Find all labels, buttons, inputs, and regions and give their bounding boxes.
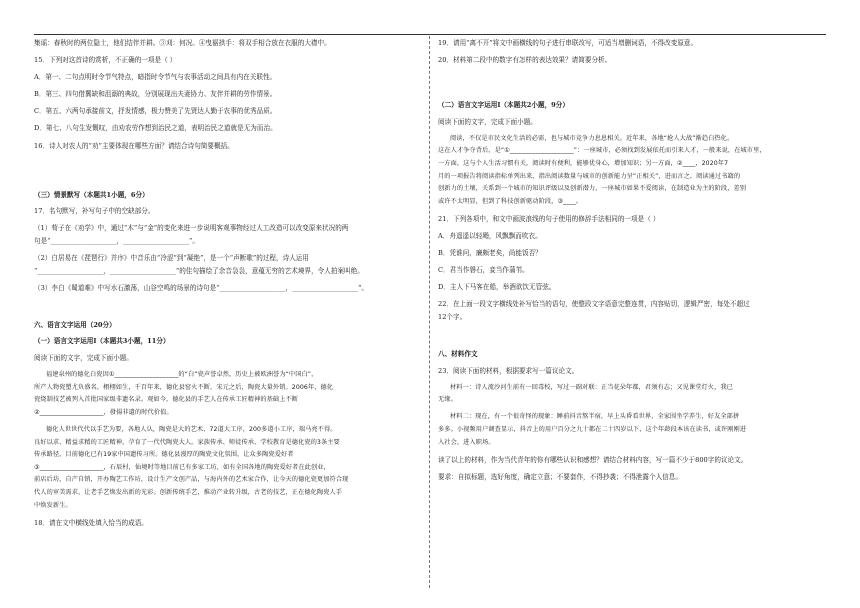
writing-task: 读了以上的材料，作为当代青年的你有哪些认识和感想？请结合材料内容，写一篇不少于800字的议论文。 [438, 455, 748, 464]
question-17-2-blanks: “____________________，____________________”的佳句描绘了余音袅袅，意蕴无穷的艺术境界，令人拍案叫绝。 [34, 266, 364, 275]
question-17-1: （1）荀子在《劝学》中，通过“木”与“金”的变化来进一步说明客观事物经过人工改造可以改变原来状况的两 [34, 224, 349, 233]
question-15: 15．下列对这首诗的赏析，不正确的一项是（ ） [34, 56, 177, 65]
passage-c-line: 或许不太明显，但到了科技创新驱动阶段，③____。 [438, 197, 583, 205]
question-17: 17．名句默写，补写句子中的空缺部分。 [34, 207, 155, 216]
section-heading-8: 八、材料作文 [438, 350, 478, 359]
question-21: 21．下列各项中，和文中画波浪线的句子使用的修辞手法相同的一项是（ ） [438, 214, 660, 223]
material-2: 材料二：现在，有一个很奇怪的现象：睡前抖音熬半宿，早上头昏看世界，全家围坐学养生，好友全部拼 [450, 413, 740, 421]
passage-a-line: ②____________________，發揚非遺的时代价值。 [34, 408, 173, 416]
passage-b-line: 中焕发新生。 [34, 501, 72, 509]
passage-b-line: 传承路径，目前德化已有19家中国遗传习所。德化县漫厚的陶瓷文化氛围，让众多陶瓷爱好者 [34, 451, 294, 459]
section-heading-6: 六、语言文字运用（20分） [34, 320, 116, 329]
writing-requirements: 要求：自拟标题，选好角度，确定立意；不要套作，不得抄袭；不得泄露个人信息。 [438, 472, 682, 481]
option-21b: B．凭谁问，廉颇老矣，尚能饭否？ [438, 249, 542, 258]
column-divider [429, 36, 430, 588]
option-15a: A．第一、二句点明时令节气特点，暗指时令节气与农事活动之间具有内在关联性。 [34, 73, 277, 82]
subsection-heading-6a: （一）语言文字运用Ⅰ（本题共3小题，11分） [34, 337, 170, 346]
option-15d: D．第七、八句生发慨叹，由劝农劳作想到治民之道，表明治民之道就是无为而治。 [34, 124, 277, 133]
question-20: 20．材料第二段中的数字有怎样的表达效果？请简要分析。 [438, 56, 612, 65]
question-17-2: （2）白居易在《琵琶行》并序》中音乐由“冷涩”到“凝绝”，是一个“声断歌”的过程，诗人运用 [34, 254, 309, 263]
spacer [34, 300, 418, 314]
material-1-cont: 无缘。 [438, 396, 457, 404]
header-rule [34, 34, 826, 35]
option-21d: D．主人下马客在船，举酒欲饮无管弦。 [438, 283, 556, 292]
passage-b-line: 良好以求、精益求精的工匠精神，孕育了一代代陶瓷大人。家族传承、师徒传承、学校教育是德化瓷的3条主要 [34, 438, 340, 446]
material-2-cont: 入社会，进入职场。 [438, 438, 495, 446]
left-column [34, 38, 418, 535]
passage-a-line: 瓷烧制技艺被列入首批国家级非遗名录。观如今，德化县的手艺人在传承工匠精神的基础上不断 [34, 396, 299, 404]
option-21a: A．舟遥遥以轻飏，风飘飘而吹衣。 [438, 232, 542, 241]
material-1: 材料一：诗人流沙河生前有一回毒校，写过一副对联：正当花朵年都，君须有志；又见课堂灯火，我已 [450, 383, 733, 391]
question-22-cont: 12个字。 [438, 313, 467, 321]
question-23: 23．阅读下面的材料，根据要求写一篇议论文。 [438, 366, 579, 375]
passage-a-line: 所产人物瓷塑尤负盛名，栩栩如生，千百年来，德化县窑火不断，宋元之后，陶瓷大量外销。2006年，德化 [34, 383, 334, 391]
passage-c-line: 一方面，这与个人生活习惯有关，阅读时有便利，能够优身心，增加知识；另一方面，②____，2020年7 [438, 160, 729, 168]
passage-c-line: 阅读，不仅是市民文化生活的必需，也与城市竞争力息息相关。近年来，各地“抢人大战”渐趋白热化。 [450, 134, 734, 142]
question-22: 22．在上面一段文字横线处补写恰当的语句，使整段文字语意完整连贯，内容贴切，逻辑严密，每处不超过 [438, 300, 750, 309]
question-16: 16．诗人对农人的“劝”主要体现在哪些方面？请结合诗句简要概括。 [34, 141, 234, 150]
subsection-heading-2: （二）语言文字运用Ⅰ（本题共2小题，9分） [438, 101, 569, 110]
option-21c: C．君当作磐石，妾当作蒲苇。 [438, 266, 529, 275]
question-17-1-blanks: 句是“____________________，____________________”。 [34, 236, 199, 245]
section-heading-3: （三）情景默写（本题共1小题，6分） [34, 190, 149, 199]
passage-c-line: 月的一项报告将阅读指标单列出来，指出阅读数量与城市的创新能力呈“正相关”，进而言之，阅读通过书籍的 [438, 172, 741, 180]
passage-b-line: 前店后坊，自产自销，开办陶艺工作坊，设计生产文创产品，与海内外的艺术家合作，让今天的德化瓷更加符合现 [34, 476, 349, 484]
question-17-3: （3）李白《蜀道难》中写水石激荡，山谷空鸣的场景的诗句是“____________________，____________________”。 [34, 283, 369, 292]
passage-b-line: 代人的审美需求，让老手艺焕发出新的光彩。创新传统手艺，推动产业转升级，古老的技艺，正在德化陶瓷人手 [34, 488, 343, 496]
material-2-cont: 多多。小视频用户调查显示，抖音上的用户百分之九十都在二十四岁以下，这个年龄段本该在读书，或许刚刚进 [438, 426, 747, 434]
spacer [438, 329, 823, 343]
question-19: 19．请用“离不开”将文中画横线的句子进行串联改写，可适当增删词语，不得改变原意。 [438, 39, 698, 47]
passage-c-line: 这在人才争夺背后，是“①____________________”：一座城市，必须找到发展依托而引来人才，一般来说，在城市里， [438, 147, 766, 155]
spacer [34, 158, 418, 180]
option-15c: C．第五、六两句承接前文，抒发情感，极力赞美了先贤达人勤于农事的优秀品质。 [34, 107, 277, 116]
reading-instruction: 阅读下面的文字，完成下面小题。 [34, 354, 133, 362]
passage-b-line: 德化人世世代代以手艺为要，各地人认，陶瓷是大的艺术，72道大工序，200多道小工序，瑞马亮不得。 [46, 425, 337, 433]
option-15b: B．第三、四句借冀缺和沮溺的典故，分别展现出夫妻协力、友伴并耕的劳作情景。 [34, 90, 277, 99]
question-18: 18．请在文中横线处填入恰当的成语。 [34, 518, 148, 527]
passage-c-line: 创新力的土壤，关系到一个城市的知识评级以及创新潜力，一座城市如果不爱阅读，在制造业为主的阶段，差别 [438, 185, 747, 193]
footnote-line: 集谣：春秋时的两位隐士，他们结伴并耕。③刈：何况。④曳裾拱手：将双手相合放在衣服的大襟中。 [34, 39, 331, 47]
spacer [438, 72, 823, 94]
passage-a-line: 福建泉州的德化白瓷因①____________________的“白”瓷声誉卓然，历史上被欧洲誉为“中国白”， [46, 371, 318, 379]
right-column [438, 38, 823, 489]
reading-instruction: 阅读下面的文字，完成下面小题。 [438, 117, 537, 126]
passage-b-line: ③____________________，石辰村，仙境时等地目前已有多家工坊，如有全国各地的陶瓷爱好者在此创业， [34, 463, 330, 471]
